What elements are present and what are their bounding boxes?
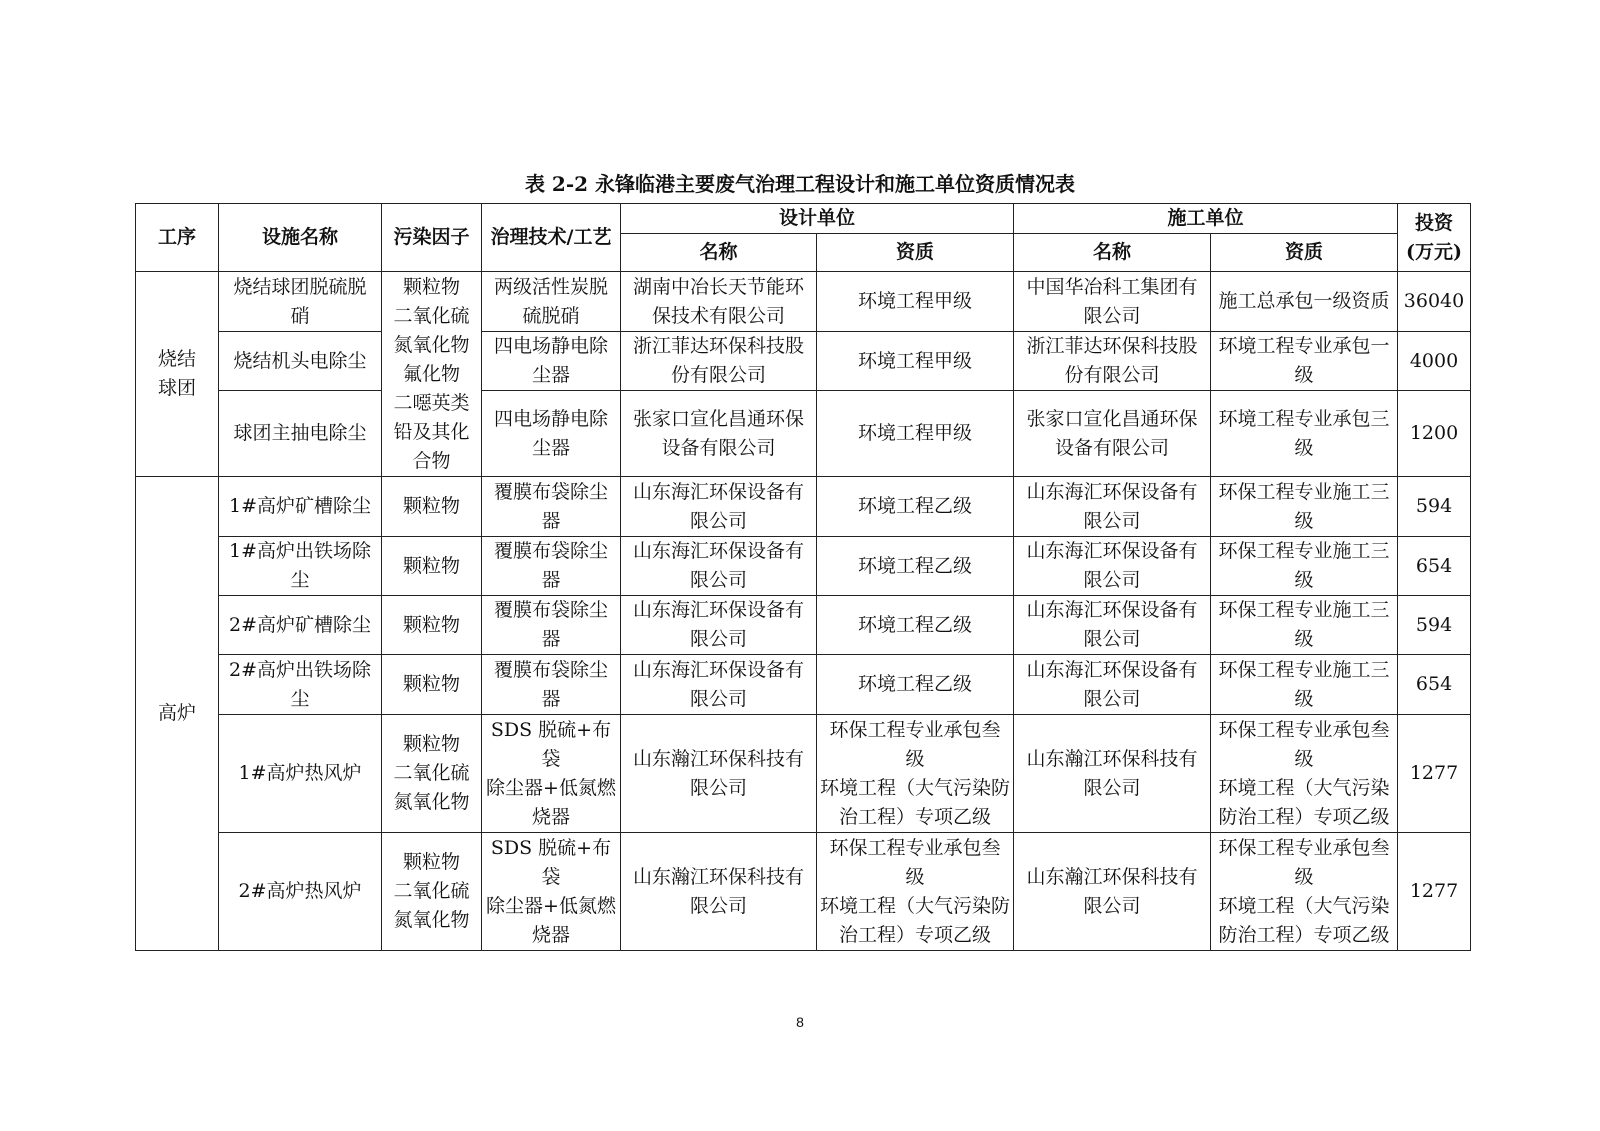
pollutant-cell: 颗粒物 二氧化硫 氮氧化物 氟化物 二噁英类 铅及其化 合物: [382, 272, 482, 477]
build-qualification-cell: 施工总承包一级资质: [1211, 272, 1398, 332]
build-qualification-cell: 环保工程专业施工三 级: [1211, 477, 1398, 537]
table-row: [136, 596, 1471, 655]
design-qualification-cell: 环境工程甲级: [817, 272, 1014, 332]
design-qualification-cell: 环保工程专业承包叁 级 环境工程（大气污染防 治工程）专项乙级: [817, 833, 1014, 951]
facility-cell: 1#高炉出铁场除 尘: [219, 537, 382, 596]
header-investment-unit: (万元): [1406, 240, 1463, 263]
header-construction-qualification: 资质: [1211, 234, 1398, 272]
investment-cell: 1277: [1398, 833, 1471, 951]
technology-cell: SDS 脱硫+布袋 除尘器+低氮燃 烧器: [482, 833, 621, 951]
build-name-cell: 山东海汇环保设备有 限公司: [1014, 655, 1211, 715]
header-investment: [1398, 204, 1471, 272]
header-design-unit: 设计单位: [621, 204, 1014, 234]
header-investment-label: 投资: [1415, 211, 1454, 234]
design-name-cell: 山东瀚江环保科技有 限公司: [621, 715, 817, 833]
build-qualification-cell: 环保工程专业施工三 级: [1211, 655, 1398, 715]
technology-cell: SDS 脱硫+布袋 除尘器+低氮燃 烧器: [482, 715, 621, 833]
header-construction-unit: 施工单位: [1014, 204, 1398, 234]
build-qualification-cell: 环保工程专业施工三 级: [1211, 537, 1398, 596]
design-qualification-cell: 环境工程乙级: [817, 596, 1014, 655]
investment-cell: 1200: [1398, 391, 1471, 477]
facility-cell: 1#高炉矿槽除尘: [219, 477, 382, 537]
design-name-cell: 山东海汇环保设备有 限公司: [621, 655, 817, 715]
facility-cell: 球团主抽电除尘: [219, 391, 382, 477]
header-facility: 设施名称: [219, 204, 382, 272]
build-name-cell: 浙江菲达环保科技股 份有限公司: [1014, 332, 1211, 391]
technology-cell: 两级活性炭脱 硫脱硝: [482, 272, 621, 332]
build-name-cell: 中国华冶科工集团有 限公司: [1014, 272, 1211, 332]
technology-cell: 四电场静电除 尘器: [482, 391, 621, 477]
design-name-cell: 山东瀚江环保科技有 限公司: [621, 833, 817, 951]
pollutant-cell: 颗粒物 二氧化硫 氮氧化物: [382, 715, 482, 833]
table-row: [136, 391, 1471, 477]
design-name-cell: 山东海汇环保设备有 限公司: [621, 477, 817, 537]
technology-cell: 覆膜布袋除尘 器: [482, 477, 621, 537]
investment-cell: 654: [1398, 655, 1471, 715]
table-row: [136, 655, 1471, 715]
build-qualification-cell: 环保工程专业施工三 级: [1211, 596, 1398, 655]
build-qualification-cell: 环保工程专业承包叁 级 环境工程（大气污染 防治工程）专项乙级: [1211, 715, 1398, 833]
technology-cell: 覆膜布袋除尘 器: [482, 655, 621, 715]
pollutant-cell: 颗粒物: [382, 537, 482, 596]
build-name-cell: 山东瀚江环保科技有 限公司: [1014, 833, 1211, 951]
process-cell: 高炉: [136, 477, 219, 951]
table-caption: 表 2-2 永锋临港主要废气治理工程设计和施工单位资质情况表: [524, 172, 1076, 196]
design-name-cell: 浙江菲达环保科技股 份有限公司: [621, 332, 817, 391]
investment-cell: 36040: [1398, 272, 1471, 332]
design-name-cell: 山东海汇环保设备有 限公司: [621, 537, 817, 596]
design-name-cell: 山东海汇环保设备有 限公司: [621, 596, 817, 655]
pollutant-cell: 颗粒物: [382, 596, 482, 655]
build-name-cell: 山东瀚江环保科技有 限公司: [1014, 715, 1211, 833]
technology-cell: 覆膜布袋除尘 器: [482, 537, 621, 596]
build-name-cell: 山东海汇环保设备有 限公司: [1014, 596, 1211, 655]
process-cell: 烧结 球团: [136, 272, 219, 477]
table-row: [136, 715, 1471, 833]
design-qualification-cell: 环境工程乙级: [817, 655, 1014, 715]
technology-cell: 四电场静电除 尘器: [482, 332, 621, 391]
table-row: [136, 537, 1471, 596]
design-qualification-cell: 环境工程甲级: [817, 332, 1014, 391]
design-name-cell: 张家口宣化昌通环保 设备有限公司: [621, 391, 817, 477]
header-technology: 治理技术/工艺: [482, 204, 621, 272]
header-design-qualification: 资质: [817, 234, 1014, 272]
header-design-name: 名称: [621, 234, 817, 272]
investment-cell: 594: [1398, 596, 1471, 655]
facility-cell: 2#高炉热风炉: [219, 833, 382, 951]
build-name-cell: 山东海汇环保设备有 限公司: [1014, 537, 1211, 596]
build-qualification-cell: 环境工程专业承包三 级: [1211, 391, 1398, 477]
investment-cell: 4000: [1398, 332, 1471, 391]
facility-cell: 2#高炉矿槽除尘: [219, 596, 382, 655]
build-qualification-cell: 环境工程专业承包一 级: [1211, 332, 1398, 391]
investment-cell: 654: [1398, 537, 1471, 596]
investment-cell: 1277: [1398, 715, 1471, 833]
facility-cell: 1#高炉热风炉: [219, 715, 382, 833]
facility-cell: 烧结机头电除尘: [219, 332, 382, 391]
investment-cell: 594: [1398, 477, 1471, 537]
header-pollutant: 污染因子: [382, 204, 482, 272]
design-qualification-cell: 环境工程乙级: [817, 537, 1014, 596]
pollutant-cell: 颗粒物 二氧化硫 氮氧化物: [382, 833, 482, 951]
build-name-cell: 山东海汇环保设备有 限公司: [1014, 477, 1211, 537]
technology-cell: 覆膜布袋除尘 器: [482, 596, 621, 655]
facility-cell: 2#高炉出铁场除 尘: [219, 655, 382, 715]
pollutant-cell: 颗粒物: [382, 655, 482, 715]
design-qualification-cell: 环境工程甲级: [817, 391, 1014, 477]
design-qualification-cell: 环境工程乙级: [817, 477, 1014, 537]
build-qualification-cell: 环保工程专业承包叁 级 环境工程（大气污染 防治工程）专项乙级: [1211, 833, 1398, 951]
qualification-table: [135, 203, 1471, 951]
facility-cell: 烧结球团脱硫脱 硝: [219, 272, 382, 332]
header-process: 工序: [136, 204, 219, 272]
design-name-cell: 湖南中冶长天节能环 保技术有限公司: [621, 272, 817, 332]
table-row: [136, 477, 1471, 537]
pollutant-cell: 颗粒物: [382, 477, 482, 537]
table-row: [136, 272, 1471, 332]
build-name-cell: 张家口宣化昌通环保 设备有限公司: [1014, 391, 1211, 477]
header-construction-name: 名称: [1014, 234, 1211, 272]
design-qualification-cell: 环保工程专业承包叁 级 环境工程（大气污染防 治工程）专项乙级: [817, 715, 1014, 833]
table-row: [136, 332, 1471, 391]
page-number: 8: [796, 1014, 804, 1030]
table-row: [136, 833, 1471, 951]
